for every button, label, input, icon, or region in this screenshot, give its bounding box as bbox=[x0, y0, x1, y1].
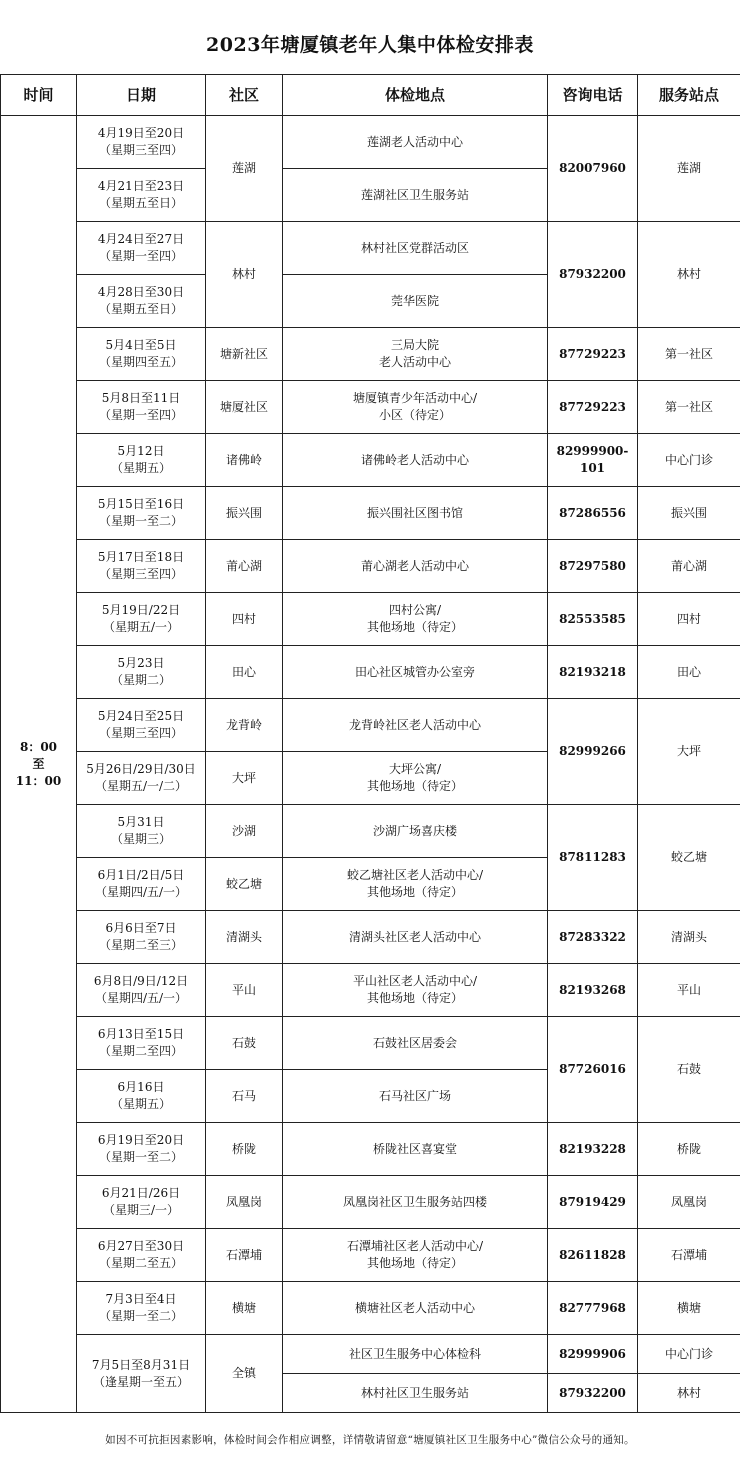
date-cell bbox=[77, 1176, 206, 1229]
location-cell bbox=[283, 752, 548, 805]
table-row bbox=[1, 540, 740, 593]
phone-cell-line: 82611828 bbox=[559, 1247, 626, 1262]
phone-cell bbox=[548, 434, 638, 487]
date-cell-line: （星期三至四） bbox=[98, 726, 183, 740]
station-cell-line: 中心门诊 bbox=[664, 1346, 713, 1361]
location-cell-line: 田心社区城管办公室旁 bbox=[354, 664, 475, 679]
community-cell bbox=[206, 1070, 283, 1123]
location-cell-line: 林村社区党群活动区 bbox=[360, 240, 469, 255]
table-row bbox=[1, 328, 740, 381]
station-cell bbox=[638, 540, 740, 593]
community-cell-line: 塘新社区 bbox=[219, 346, 268, 361]
location-cell bbox=[283, 805, 548, 858]
phone-cell bbox=[548, 646, 638, 699]
community-cell bbox=[206, 593, 283, 646]
station-cell-line: 清湖头 bbox=[670, 929, 707, 944]
page-title: 2023年塘厦镇老年人集中体检安排表 bbox=[206, 34, 534, 56]
table-row bbox=[1, 1282, 740, 1335]
date-cell-line: 4月19日至20日 bbox=[97, 126, 185, 140]
community-cell-line: 龙背岭 bbox=[225, 717, 262, 732]
station-cell bbox=[638, 1123, 740, 1176]
location-cell-line: 桥陇社区喜宴堂 bbox=[372, 1141, 457, 1156]
date-cell bbox=[77, 1229, 206, 1282]
phone-cell-line: 82193228 bbox=[559, 1141, 626, 1156]
date-cell-line: （星期三） bbox=[110, 832, 171, 846]
date-cell-line: 5月4日至5日 bbox=[105, 338, 177, 352]
table-row bbox=[1, 1176, 740, 1229]
station-cell bbox=[638, 328, 740, 381]
location-cell-line: 莲湖老人活动中心 bbox=[366, 134, 463, 149]
date-cell-line: 6月27日至30日 bbox=[97, 1239, 185, 1253]
location-cell bbox=[283, 1070, 548, 1123]
community-cell bbox=[206, 1123, 283, 1176]
station-cell-line: 中心门诊 bbox=[664, 452, 713, 467]
date-cell-line: 5月8日至11日 bbox=[101, 391, 181, 405]
date-cell-line: 4月21日至23日 bbox=[97, 179, 185, 193]
date-cell bbox=[77, 275, 206, 328]
community-cell-line: 凤凰岗 bbox=[225, 1194, 262, 1209]
phone-cell bbox=[548, 1374, 638, 1413]
station-cell bbox=[638, 1374, 740, 1413]
station-cell bbox=[638, 964, 740, 1017]
community-cell-line: 沙湖 bbox=[231, 823, 256, 838]
location-cell bbox=[283, 434, 548, 487]
community-cell bbox=[206, 699, 283, 752]
community-cell-line: 大坪 bbox=[231, 770, 256, 785]
station-cell-line: 莆心湖 bbox=[670, 558, 707, 573]
date-cell bbox=[77, 540, 206, 593]
station-cell bbox=[638, 699, 740, 805]
location-cell-line: 龙背岭社区老人活动中心 bbox=[348, 717, 481, 732]
phone-cell-line: 82553585 bbox=[559, 611, 626, 626]
time-cell-line: 8：00 bbox=[19, 739, 58, 754]
community-cell-line: 石潭埔 bbox=[225, 1247, 262, 1262]
table-row bbox=[1, 1017, 740, 1070]
location-cell-line: 振兴围社区图书馆 bbox=[366, 505, 463, 520]
phone-cell bbox=[548, 964, 638, 1017]
community-cell bbox=[206, 646, 283, 699]
location-cell bbox=[283, 699, 548, 752]
station-cell bbox=[638, 1017, 740, 1123]
station-cell-line: 林村 bbox=[676, 267, 701, 281]
station-cell-line: 大坪 bbox=[676, 744, 701, 758]
date-cell-line: 5月26日/29日/30日 bbox=[86, 762, 196, 776]
location-cell bbox=[283, 328, 548, 381]
station-cell bbox=[638, 646, 740, 699]
phone-cell-line: 82007960 bbox=[559, 161, 626, 175]
station-cell bbox=[638, 1229, 740, 1282]
date-cell bbox=[77, 1335, 206, 1413]
location-cell bbox=[283, 381, 548, 434]
community-cell bbox=[206, 540, 283, 593]
phone-cell-line: 87726016 bbox=[559, 1062, 626, 1076]
header-location: 体检地点 bbox=[283, 75, 548, 116]
location-cell-line: 其他场地（待定） bbox=[366, 779, 463, 793]
location-cell-line: 其他场地（待定） bbox=[366, 991, 463, 1005]
location-cell-line: 小区（待定） bbox=[378, 408, 451, 422]
phone-cell-line: 82999266 bbox=[559, 744, 626, 758]
header-phone: 咨询电话 bbox=[548, 75, 638, 116]
date-cell-line: （星期三至四） bbox=[98, 143, 183, 157]
phone-cell-line: 87729223 bbox=[559, 399, 626, 414]
location-cell-line: 林村社区卫生服务站 bbox=[360, 1385, 469, 1400]
phone-cell-line: 87932200 bbox=[559, 267, 626, 281]
date-cell-line: 4月28日至30日 bbox=[97, 285, 185, 299]
community-cell-line: 横塘 bbox=[231, 1300, 256, 1315]
phone-cell-line: 82193218 bbox=[559, 664, 626, 679]
location-cell-line: 石潭埔社区老人活动中心/ bbox=[346, 1239, 484, 1253]
date-cell-line: 5月31日 bbox=[117, 815, 165, 829]
date-cell-line: （星期二） bbox=[110, 673, 171, 687]
community-cell bbox=[206, 487, 283, 540]
date-cell bbox=[77, 1070, 206, 1123]
phone-cell-line: 87297580 bbox=[559, 558, 626, 573]
date-cell bbox=[77, 911, 206, 964]
community-cell bbox=[206, 222, 283, 328]
time-cell-line: 至 bbox=[32, 756, 45, 771]
date-cell-line: 6月13日至15日 bbox=[97, 1027, 185, 1041]
community-cell-line: 蛟乙塘 bbox=[225, 876, 262, 891]
phone-cell bbox=[548, 1017, 638, 1123]
date-cell-line: 5月12日 bbox=[117, 444, 165, 458]
table-row bbox=[1, 964, 740, 1017]
location-cell-line: 横塘社区老人活动中心 bbox=[354, 1300, 475, 1315]
date-cell bbox=[77, 593, 206, 646]
date-cell-line: 5月19日/22日 bbox=[101, 603, 181, 617]
date-cell-line: 5月17日至18日 bbox=[97, 550, 185, 564]
station-cell bbox=[638, 434, 740, 487]
location-cell-line: 莆心湖老人活动中心 bbox=[360, 558, 469, 573]
location-cell bbox=[283, 1017, 548, 1070]
location-cell-line: 社区卫生服务中心体检科 bbox=[348, 1346, 481, 1361]
date-cell-line: （星期五/一） bbox=[102, 620, 180, 634]
station-cell-line: 第一社区 bbox=[664, 346, 713, 361]
location-cell-line: 莲湖社区卫生服务站 bbox=[360, 187, 469, 202]
date-cell-line: （星期二至三） bbox=[98, 938, 183, 952]
date-cell-line: （星期二至五） bbox=[98, 1256, 183, 1270]
location-cell bbox=[283, 540, 548, 593]
community-cell bbox=[206, 381, 283, 434]
date-cell-line: （星期二至四） bbox=[98, 1044, 183, 1058]
table-row bbox=[1, 1229, 740, 1282]
phone-cell bbox=[548, 222, 638, 328]
date-cell bbox=[77, 646, 206, 699]
phone-cell bbox=[548, 1176, 638, 1229]
community-cell-line: 振兴围 bbox=[225, 505, 262, 520]
community-cell bbox=[206, 116, 283, 222]
date-cell-line: 5月15日至16日 bbox=[97, 497, 185, 511]
schedule-body bbox=[1, 116, 740, 1413]
date-cell-line: 6月21日/26日 bbox=[101, 1186, 181, 1200]
schedule-table bbox=[0, 74, 740, 1413]
station-cell bbox=[638, 222, 740, 328]
time-cell-line: 11：00 bbox=[15, 773, 62, 788]
date-cell bbox=[77, 381, 206, 434]
phone-cell bbox=[548, 381, 638, 434]
date-cell-line: （星期一至二） bbox=[98, 1309, 183, 1323]
header-community: 社区 bbox=[206, 75, 283, 116]
date-cell-line: 7月5日至8月31日 bbox=[91, 1357, 191, 1372]
date-cell-line: （星期一至四） bbox=[98, 408, 183, 422]
community-cell-line: 清湖头 bbox=[225, 929, 262, 944]
station-cell bbox=[638, 381, 740, 434]
date-cell-line: （星期五至日） bbox=[98, 302, 183, 316]
phone-cell bbox=[548, 487, 638, 540]
header-date: 日期 bbox=[77, 75, 206, 116]
station-cell bbox=[638, 116, 740, 222]
location-cell bbox=[283, 222, 548, 275]
station-cell-line: 林村 bbox=[676, 1385, 701, 1400]
date-cell bbox=[77, 487, 206, 540]
date-cell bbox=[77, 222, 206, 275]
community-cell-line: 四村 bbox=[231, 611, 256, 626]
community-cell-line: 田心 bbox=[231, 664, 256, 679]
location-cell bbox=[283, 1123, 548, 1176]
station-cell bbox=[638, 593, 740, 646]
location-cell-line: 大坪公寓/ bbox=[388, 762, 442, 776]
date-cell-line: （星期一至二） bbox=[98, 514, 183, 528]
table-row bbox=[1, 593, 740, 646]
date-cell-line: 5月24日至25日 bbox=[97, 709, 185, 723]
date-cell-line: （逢星期一至五） bbox=[92, 1374, 189, 1389]
location-cell bbox=[283, 487, 548, 540]
date-cell-line: 4月24日至27日 bbox=[97, 232, 185, 246]
table-row bbox=[1, 805, 740, 858]
date-cell-line: （星期一至四） bbox=[98, 249, 183, 263]
phone-cell bbox=[548, 1335, 638, 1374]
date-cell bbox=[77, 434, 206, 487]
date-cell-line: 7月3日至4日 bbox=[105, 1292, 177, 1306]
location-cell-line: 三局大院 bbox=[390, 338, 439, 352]
date-cell bbox=[77, 328, 206, 381]
community-cell-line: 全镇 bbox=[231, 1366, 256, 1380]
location-cell bbox=[283, 1282, 548, 1335]
phone-cell bbox=[548, 593, 638, 646]
header-row bbox=[1, 75, 740, 116]
community-cell bbox=[206, 328, 283, 381]
location-cell-line: 石鼓社区居委会 bbox=[372, 1035, 457, 1050]
station-cell bbox=[638, 1176, 740, 1229]
station-cell-line: 振兴围 bbox=[670, 505, 707, 520]
table-row bbox=[1, 222, 740, 275]
phone-cell-line: 82999906 bbox=[559, 1346, 626, 1361]
community-cell-line: 石鼓 bbox=[231, 1035, 256, 1050]
date-cell bbox=[77, 1017, 206, 1070]
location-cell-line: 塘厦镇青少年活动中心/ bbox=[352, 391, 478, 405]
community-cell bbox=[206, 1017, 283, 1070]
community-cell bbox=[206, 1176, 283, 1229]
location-cell-line: 其他场地（待定） bbox=[366, 1256, 463, 1270]
location-cell-line: 平山社区老人活动中心/ bbox=[352, 974, 478, 988]
date-cell-line: 6月1日/2日/5日 bbox=[97, 868, 185, 882]
station-cell-line: 莲湖 bbox=[676, 161, 701, 175]
location-cell bbox=[283, 964, 548, 1017]
community-cell bbox=[206, 752, 283, 805]
community-cell bbox=[206, 805, 283, 858]
community-cell-line: 诸佛岭 bbox=[225, 452, 262, 467]
table-row bbox=[1, 646, 740, 699]
station-cell-line: 横塘 bbox=[676, 1300, 701, 1315]
phone-cell-line: 87283322 bbox=[559, 929, 626, 944]
table-row bbox=[1, 434, 740, 487]
date-cell-line: （星期四/五/一） bbox=[94, 991, 188, 1005]
phone-cell bbox=[548, 805, 638, 911]
station-cell-line: 凤凰岗 bbox=[670, 1194, 707, 1209]
phone-cell-line: 82777968 bbox=[559, 1300, 626, 1315]
location-cell bbox=[283, 1374, 548, 1413]
station-cell-line: 石鼓 bbox=[676, 1062, 701, 1076]
community-cell-line: 平山 bbox=[231, 982, 256, 997]
location-cell-line: 凤凰岗社区卫生服务站四楼 bbox=[342, 1194, 487, 1209]
community-cell-line: 莲湖 bbox=[231, 161, 256, 175]
date-cell-line: （星期四至五） bbox=[98, 355, 183, 369]
phone-cell-line: 87286556 bbox=[559, 505, 626, 520]
community-cell-line: 塘厦社区 bbox=[219, 399, 268, 414]
location-cell bbox=[283, 275, 548, 328]
table-row bbox=[1, 911, 740, 964]
location-cell-line: 石马社区广场 bbox=[378, 1088, 451, 1103]
phone-cell bbox=[548, 116, 638, 222]
date-cell-line: 6月16日 bbox=[117, 1080, 165, 1094]
date-cell-line: 6月6日至7日 bbox=[105, 921, 177, 935]
station-cell-line: 第一社区 bbox=[664, 399, 713, 414]
date-cell-line: 6月19日至20日 bbox=[97, 1133, 185, 1147]
phone-cell-line: 87729223 bbox=[559, 346, 626, 361]
location-cell bbox=[283, 1335, 548, 1374]
station-cell-line: 田心 bbox=[676, 664, 701, 679]
date-cell bbox=[77, 858, 206, 911]
community-cell bbox=[206, 434, 283, 487]
phone-cell-line: 87919429 bbox=[559, 1194, 626, 1209]
date-cell bbox=[77, 699, 206, 752]
date-cell-line: （星期三/一） bbox=[102, 1203, 180, 1217]
location-cell bbox=[283, 116, 548, 169]
date-cell-line: （星期五） bbox=[110, 1097, 171, 1111]
footnote: 如因不可抗拒因素影响，体检时间会作相应调整，详情敬请留意“塘厦镇社区卫生服务中心”微信公众号的通知。 bbox=[105, 1434, 635, 1446]
community-cell-line: 林村 bbox=[231, 267, 256, 281]
date-cell-line: （星期三至四） bbox=[98, 567, 183, 581]
table-row bbox=[1, 487, 740, 540]
location-cell-line: 蛟乙塘社区老人活动中心/ bbox=[346, 868, 484, 882]
location-cell-line: 其他场地（待定） bbox=[366, 620, 463, 634]
location-cell bbox=[283, 1229, 548, 1282]
station-cell bbox=[638, 805, 740, 911]
table-row bbox=[1, 1123, 740, 1176]
phone-cell bbox=[548, 911, 638, 964]
phone-cell bbox=[548, 1229, 638, 1282]
phone-cell bbox=[548, 1282, 638, 1335]
phone-cell bbox=[548, 540, 638, 593]
station-cell bbox=[638, 1282, 740, 1335]
date-cell-line: （星期五/一/二） bbox=[94, 779, 188, 793]
location-cell bbox=[283, 593, 548, 646]
date-cell bbox=[77, 1123, 206, 1176]
station-cell bbox=[638, 911, 740, 964]
location-cell bbox=[283, 1176, 548, 1229]
table-row bbox=[1, 699, 740, 752]
phone-cell-line: 82999900-101 bbox=[556, 444, 629, 475]
phone-cell-line: 87811283 bbox=[559, 850, 626, 864]
station-cell-line: 石潭埔 bbox=[670, 1247, 707, 1262]
location-cell-line: 清湖头社区老人活动中心 bbox=[348, 929, 481, 944]
community-cell bbox=[206, 858, 283, 911]
phone-cell bbox=[548, 1123, 638, 1176]
phone-cell bbox=[548, 328, 638, 381]
date-cell-line: 5月23日 bbox=[117, 656, 165, 670]
station-cell bbox=[638, 1335, 740, 1374]
date-cell-line: （星期四/五/一） bbox=[94, 885, 188, 899]
header-station: 服务站点 bbox=[638, 75, 740, 116]
date-cell-line: （星期五至日） bbox=[98, 196, 183, 210]
table-row bbox=[1, 1335, 740, 1374]
station-cell-line: 桥陇 bbox=[676, 1141, 701, 1156]
date-cell bbox=[77, 964, 206, 1017]
station-cell-line: 蛟乙塘 bbox=[670, 850, 707, 864]
station-cell-line: 平山 bbox=[676, 982, 701, 997]
community-cell bbox=[206, 1229, 283, 1282]
community-cell-line: 莆心湖 bbox=[225, 558, 262, 573]
location-cell-line: 沙湖广场喜庆楼 bbox=[372, 823, 457, 838]
date-cell bbox=[77, 1282, 206, 1335]
station-cell-line: 四村 bbox=[676, 611, 701, 626]
community-cell bbox=[206, 911, 283, 964]
phone-cell-line: 87932200 bbox=[559, 1385, 626, 1400]
date-cell bbox=[77, 805, 206, 858]
table-row bbox=[1, 116, 740, 169]
location-cell-line: 诸佛岭老人活动中心 bbox=[360, 452, 469, 467]
date-cell-line: （星期五） bbox=[110, 461, 171, 475]
location-cell-line: 莞华医院 bbox=[390, 293, 439, 308]
station-cell bbox=[638, 487, 740, 540]
time-cell bbox=[1, 116, 77, 1413]
location-cell-line: 其他场地（待定） bbox=[366, 885, 463, 899]
date-cell bbox=[77, 752, 206, 805]
location-cell bbox=[283, 858, 548, 911]
phone-cell-line: 82193268 bbox=[559, 982, 626, 997]
location-cell-line: 老人活动中心 bbox=[378, 355, 451, 369]
location-cell bbox=[283, 646, 548, 699]
community-cell bbox=[206, 1282, 283, 1335]
location-cell bbox=[283, 169, 548, 222]
location-cell bbox=[283, 911, 548, 964]
date-cell bbox=[77, 116, 206, 169]
header-time: 时间 bbox=[1, 75, 77, 116]
date-cell-line: （星期一至二） bbox=[98, 1150, 183, 1164]
date-cell bbox=[77, 169, 206, 222]
table-row bbox=[1, 381, 740, 434]
community-cell-line: 桥陇 bbox=[231, 1141, 256, 1156]
phone-cell bbox=[548, 699, 638, 805]
community-cell bbox=[206, 1335, 283, 1413]
community-cell bbox=[206, 964, 283, 1017]
location-cell-line: 四村公寓/ bbox=[388, 603, 442, 617]
date-cell-line: 6月8日/9日/12日 bbox=[93, 974, 189, 988]
community-cell-line: 石马 bbox=[231, 1088, 256, 1103]
